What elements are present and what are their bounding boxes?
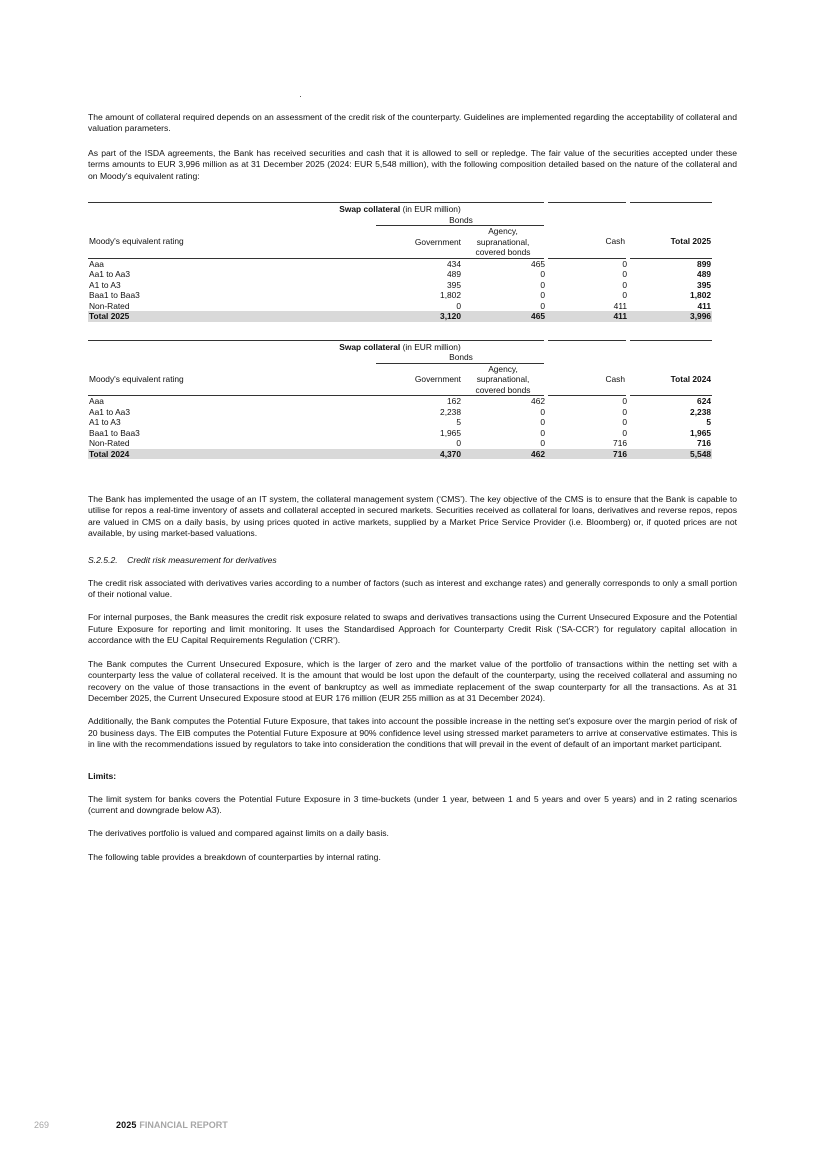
column-header-agency: Agency, supranational, covered bonds	[462, 226, 546, 259]
paragraph-breakdown-intro: The following table provides a breakdown of counterparties by internal rating.	[88, 851, 381, 862]
footer-title-year: 2025	[116, 1120, 137, 1130]
paragraph-derivatives-risk: The credit risk associated with derivatives varies according to a number of factors (such as interest and exchange rates) and generally corresponds to only a small portion of their notional value.	[88, 577, 737, 600]
paragraph-potential-future-exposure: Additionally, the Bank computes the Potential Future Exposure, that takes into account the possible increase in the netting set’s exposure over the margin period of risk of 20 business days. The EIB computes the Potential Future Exposure at 90% confidence level using stressed market parameters to arrive at conservative estimates. This is in line with the recommendations issued by regulators to take into consideration the conditions that will prevail in the event of default of an important market participant.	[88, 716, 737, 750]
table-row: Aaa 162 462 0 624	[89, 396, 712, 407]
table-row: Aa1 to Aa3 489 0 0 489	[89, 269, 712, 280]
limits-heading: Limits:	[88, 770, 117, 781]
stray-dot	[300, 96, 301, 97]
paragraph-daily-valuation: The derivatives portfolio is valued and compared against limits on a daily basis.	[88, 828, 389, 839]
table-row: A1 to A3 395 0 0 395	[89, 279, 712, 290]
paragraph-limit-system: The limit system for banks covers the Potential Future Exposure in 3 time-buckets (under 1 year, between 1 and 5 years and over 5 years) and in 2 rating scenarios (current and downgrade below A3).	[88, 793, 737, 815]
bonds-header: Bonds	[376, 352, 546, 363]
table-row: Non-Rated 0 0 411 411	[89, 300, 712, 311]
swap-collateral-table-2024	[88, 340, 737, 460]
paragraph-collateral-requirement: The amount of collateral required depends on an assessment of the credit risk of the counterparty. Guidelines are implemented regarding the acceptability of collateral and valuation parameters.	[88, 112, 737, 134]
section-heading: S.2.5.2. Credit risk measurement for derivatives	[88, 554, 277, 565]
table-row: Aa1 to Aa3 2,238 0 0 2,238	[89, 406, 712, 417]
page-number: 269	[34, 1120, 50, 1130]
column-header-total: Total 2025	[628, 226, 712, 259]
page-footer	[34, 1120, 228, 1130]
column-header-cash: Cash	[546, 363, 628, 396]
column-header-cash: Cash	[546, 226, 628, 259]
paragraph-internal-purposes: For internal purposes, the Bank measures the credit risk exposure related to swaps and derivatives transactions using the Current Unsecured Exposure and the Potential Future Exposure for reporting and limit monitoring. It uses the Standardised Approach for Counterparty Credit Risk (‘SA-CCR’) for regulatory capital allocation in accordance with the EU Capital Requirements Regulation (‘CRR’).	[88, 612, 737, 646]
table-row: Baa1 to Baa3 1,965 0 0 1,965	[89, 427, 712, 438]
paragraph-cms: The Bank has implemented the usage of an IT system, the collateral management system (‘CMS’). The key objective of the CMS is to ensure that the Bank is capable to utilise for repos a real-time inventory of assets and collateral accepted in secured markets. Securities received as collateral for loans, derivatives and reverse repos, repos are valued in CMS on a daily basis, by using prices quoted in active markets, supplied by a Market Price Service Provider (i.e. Bloomberg) or, if quoted prices are not available, by using market-based valuations.	[88, 494, 737, 539]
table-row: Non-Rated 0 0 716 716	[89, 438, 712, 449]
bonds-header: Bonds	[376, 215, 546, 226]
table-row: Baa1 to Baa3 1,802 0 0 1,802	[89, 290, 712, 301]
table-row: A1 to A3 5 0 0 5	[89, 417, 712, 428]
paragraph-isda-agreements: As part of the ISDA agreements, the Bank has received securities and cash that it is allowed to sell or repledge. The fair value of the securities accepted under these terms amounts to EUR 3,996 million as at 31 December 2025 (2024: EUR 5,548 million), with the following composition detailed based on the nature of the collateral and on Moody’s equivalent rating:	[88, 147, 737, 181]
table-row: Aaa 434 465 0 899	[89, 258, 712, 269]
paragraph-current-unsecured-exposure: The Bank computes the Current Unsecured Exposure, which is the larger of zero and the market value of the portfolio of transactions within the netting set with a counterparty less the value of collateral received. It is the amount that would be lost upon the default of the counterparty, using the received collateral and assuming no recovery on the value of those transactions in the event of bankruptcy as well as immediate replacement of the swap counterparty for all the transactions. As at 31 December 2025, the Current Unsecured Exposure stood at EUR 176 million (EUR 255 million as at 31 December 2024).	[88, 658, 737, 703]
swap-collateral-table-2025	[88, 202, 737, 322]
column-header-rating: Moody's equivalent rating	[88, 363, 376, 396]
column-header-government: Government	[376, 226, 462, 259]
table-title: Swap collateral (in EUR million)	[339, 341, 461, 352]
column-header-government: Government	[376, 363, 462, 396]
column-header-total: Total 2024	[628, 363, 712, 396]
main-content	[88, 112, 737, 863]
table-total-row: Total 2024 4,370 462 716 5,548	[89, 448, 712, 459]
footer-title-text: FINANCIAL REPORT	[139, 1120, 228, 1130]
column-header-rating: Moody's equivalent rating	[88, 226, 376, 259]
table-total-row: Total 2025 3,120 465 411 3,996	[89, 311, 712, 322]
table-title: Swap collateral (in EUR million)	[339, 204, 461, 215]
column-header-agency: Agency, supranational, covered bonds	[462, 363, 546, 396]
